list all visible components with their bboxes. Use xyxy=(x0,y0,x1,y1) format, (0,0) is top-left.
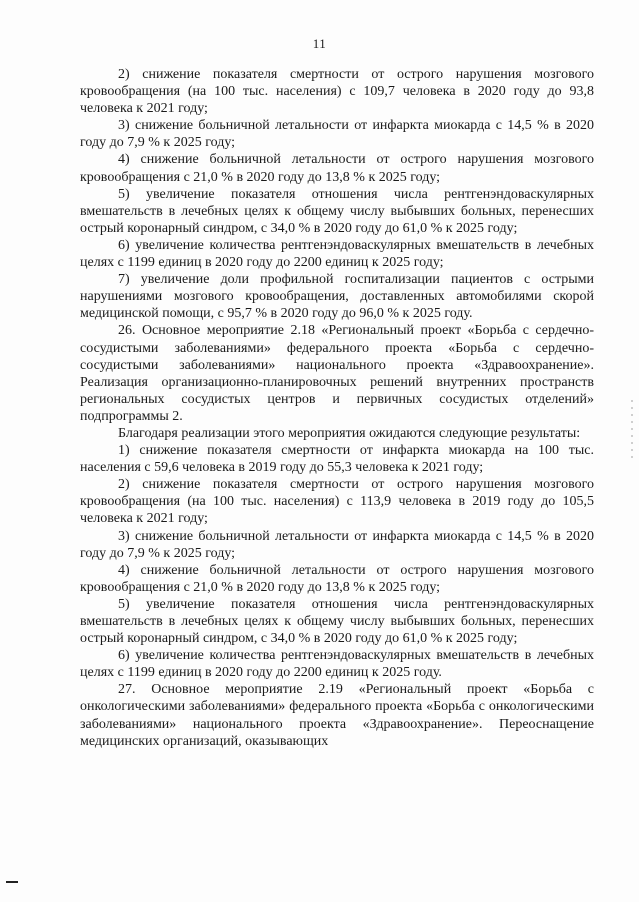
paragraph-result-2: 2) снижение показателя смертности от острого нарушения мозгового кровообращения (на 100 тыс. населения) с 109,7 человека в 2020 году до 93,8 человека к 2021 году; xyxy=(80,67,594,117)
document-body xyxy=(80,66,594,750)
paragraph-result-2b: 2) снижение показателя смертности от острого нарушения мозгового кровообращения (на 100 тыс. населения) с 113,9 человека в 2019 году до 105,5 человека к 2021 году; xyxy=(80,477,594,527)
margin-mark xyxy=(6,881,18,883)
scan-edge-marks xyxy=(631,400,633,460)
paragraph-expected-results: Благодаря реализации этого мероприятия ожидаются следующие результаты: xyxy=(118,425,581,441)
paragraph-result-1: 1) снижение показателя смертности от инфаркта миокарда на 100 тыс. населения с 59,6 человека в 2019 году до 55,3 человека к 2021 году; xyxy=(80,443,594,476)
paragraph-result-6b: 6) увеличение количества рентгенэндоваскулярных вмешательств в лечебных целях с 1199 единиц в 2020 году до 2200 единиц к 2025 году. xyxy=(80,648,594,681)
paragraph-result-6: 6) увеличение количества рентгенэндоваскулярных вмешательств в лечебных целях с 1199 единиц в 2020 году до 2200 единиц к 2025 году; xyxy=(80,237,594,271)
paragraph-result-3b: 3) снижение больничной летальности от инфаркта миокарда с 14,5 % в 2020 году до 7,9 % к 2025 году; xyxy=(80,528,594,561)
paragraph-item-26: 26. Основное мероприятие 2.18 «Региональный проект «Борьба с сердечно-сосудистыми заболеваниями» федерального проекта «Борьба с сердечно-сосудистыми заболеваниями» национального проекта «Здравоохранение». Реализация организационно-планировочных решений внутренних пространств региональных сосудистых центров и первичных сосудистых отделений» подпрограммы 2. xyxy=(80,323,594,424)
page-number: 11 xyxy=(312,36,327,51)
paragraph-result-5b: 5) увеличение показателя отношения числа рентгенэндоваскулярных вмешательств в лечебных целях к общему числу выбывших больных, перенесших острый коронарный синдром, с 34,0 % в 2020 году до 61,0 % к 2025 году; xyxy=(80,596,594,647)
paragraph-result-4b: 4) снижение больничной летальности от острого нарушения мозгового кровообращения с 21,0 % в 2020 году до 13,8 % к 2025 году; xyxy=(80,562,594,595)
paragraph-item-27: 27. Основное мероприятие 2.19 «Региональный проект «Борьба с онкологическими заболеваниями» федерального проекта «Борьба с онкологическими заболеваниями» национального проекта «Здравоохранение». Переоснащение медицинских организаций, оказывающих xyxy=(80,682,594,749)
paragraph-result-7: 7) увеличение доли профильной госпитализации пациентов с острыми нарушениями мозгового кровообращения, доставленных автомобилями скорой медицинской помощи, с 95,7 % в 2020 году до 96,0 % к 2025 году. xyxy=(80,272,594,322)
paragraph-result-4: 4) снижение больничной летальности от острого нарушения мозгового кровообращения с 21,0 % в 2020 году до 13,8 % к 2025 году; xyxy=(80,152,594,185)
paragraph-result-5: 5) увеличение показателя отношения числа рентгенэндоваскулярных вмешательств в лечебных целях к общему числу выбывших больных, перенесших острый коронарный синдром, с 34,0 % в 2020 году до 61,0 % к 2025 году; xyxy=(80,186,594,236)
paragraph-result-3: 3) снижение больничной летальности от инфаркта миокарда с 14,5 % в 2020 году до 7,9 % к 2025 году; xyxy=(80,118,594,151)
